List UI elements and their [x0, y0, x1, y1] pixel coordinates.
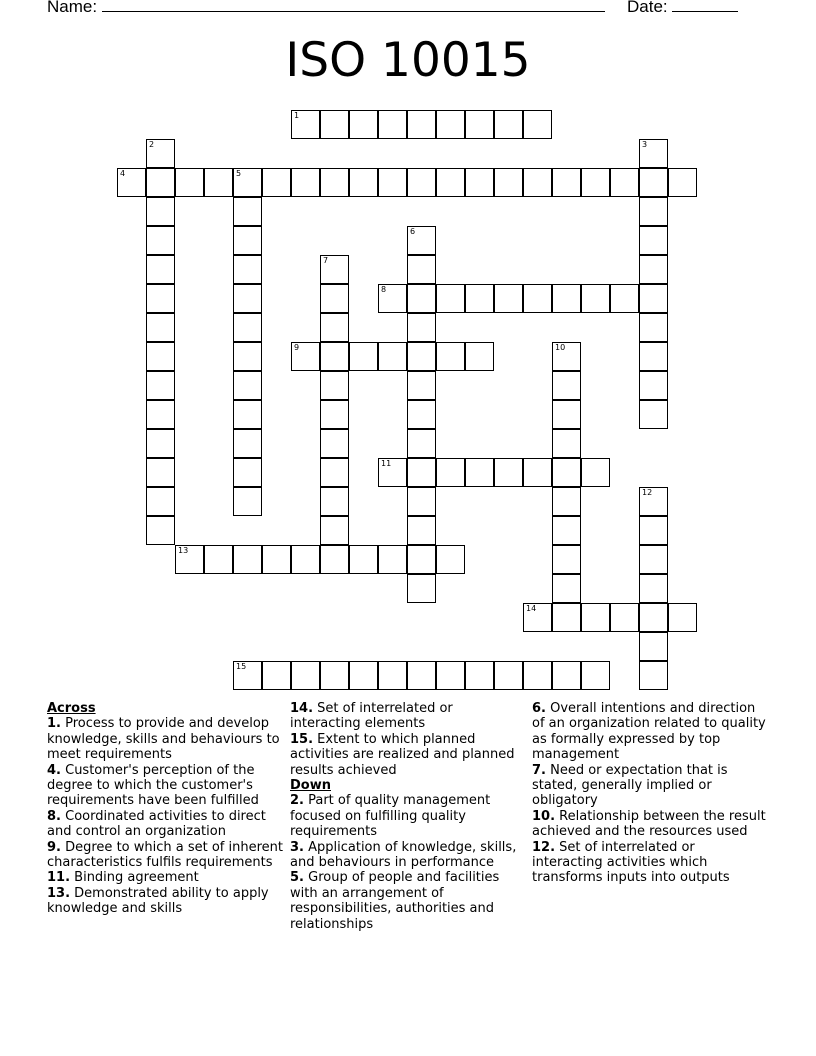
grid-cell[interactable] — [610, 603, 639, 632]
grid-cell[interactable] — [320, 429, 349, 458]
grid-cell[interactable] — [204, 168, 233, 197]
grid-cell[interactable] — [407, 371, 436, 400]
grid-cell[interactable] — [262, 661, 291, 690]
grid-cell[interactable] — [320, 110, 349, 139]
grid-cell[interactable] — [146, 139, 175, 168]
clue-number-label: 11. — [47, 870, 71, 886]
grid-cell[interactable] — [378, 284, 407, 313]
grid-cell[interactable] — [146, 197, 175, 226]
clue-number-label: 9. — [47, 839, 61, 855]
grid-cell[interactable] — [146, 371, 175, 400]
grid-cell[interactable] — [407, 487, 436, 516]
grid-cell[interactable] — [639, 545, 668, 574]
clue-number: 9 — [294, 343, 300, 352]
grid-cell[interactable] — [291, 110, 320, 139]
grid-cell[interactable] — [320, 255, 349, 284]
clue-number-label: 3. — [290, 839, 304, 855]
clue-number-label: 7. — [532, 762, 546, 778]
grid-cell[interactable] — [233, 168, 262, 197]
clue-number-label: 12. — [532, 839, 556, 855]
grid-cell[interactable] — [204, 545, 233, 574]
grid-cell[interactable] — [639, 400, 668, 429]
clue-number: 2 — [149, 140, 155, 149]
clue-text: Part of quality management focused on fulfilling quality requirements — [290, 793, 491, 840]
down-heading: Down — [290, 778, 331, 794]
grid-cell[interactable] — [320, 516, 349, 545]
grid-cell[interactable] — [233, 400, 262, 429]
grid-cell[interactable] — [523, 661, 552, 690]
grid-cell[interactable] — [146, 284, 175, 313]
grid-cell[interactable] — [581, 168, 610, 197]
grid-cell[interactable] — [639, 516, 668, 545]
grid-cell[interactable] — [291, 545, 320, 574]
across-clue-list — [47, 716, 283, 916]
grid-cell[interactable] — [378, 110, 407, 139]
clue-text: Relationship between the result achieved and the resources used — [532, 808, 766, 840]
grid-cell[interactable] — [320, 487, 349, 516]
grid-cell[interactable] — [465, 168, 494, 197]
clue-number: 3 — [642, 140, 648, 149]
grid-cell[interactable] — [233, 545, 262, 574]
grid-cell[interactable] — [407, 545, 436, 574]
clue-number: 6 — [410, 227, 416, 236]
grid-cell[interactable] — [320, 313, 349, 342]
clue-number: 11 — [381, 459, 392, 468]
grid-cell[interactable] — [552, 603, 581, 632]
grid-cell[interactable] — [233, 458, 262, 487]
grid-cell[interactable] — [552, 284, 581, 313]
clue-text: Need or expectation that is stated, generally implied or obligatory — [532, 762, 728, 809]
grid-cell[interactable] — [639, 226, 668, 255]
grid-cell[interactable] — [639, 632, 668, 661]
clues-column-3 — [532, 701, 768, 886]
clue-number: 15 — [236, 662, 247, 671]
clue-number: 10 — [555, 343, 566, 352]
grid-cell[interactable] — [523, 168, 552, 197]
grid-cell[interactable] — [668, 168, 697, 197]
clues-column-2 — [290, 701, 526, 932]
grid-cell[interactable] — [494, 284, 523, 313]
grid-cell[interactable] — [146, 168, 175, 197]
grid-cell[interactable] — [407, 255, 436, 284]
grid-cell[interactable] — [175, 545, 204, 574]
grid-cell[interactable] — [610, 284, 639, 313]
clue-number: 13 — [178, 546, 189, 555]
grid-cell[interactable] — [639, 342, 668, 371]
across-clue-list-continued — [290, 701, 526, 778]
clue-text: Binding agreement — [70, 870, 199, 886]
down-clue-list-continued — [532, 701, 768, 886]
grid-cell[interactable] — [639, 255, 668, 284]
clue — [290, 870, 526, 932]
clue-text: Demonstrated ability to apply knowledge and skills — [47, 885, 269, 917]
clue-text: Application of knowledge, skills, and behaviours in performance — [290, 839, 517, 871]
clue-number: 4 — [120, 169, 126, 178]
grid-cell[interactable] — [668, 603, 697, 632]
grid-cell[interactable] — [552, 574, 581, 603]
grid-cell[interactable] — [349, 110, 378, 139]
clue-number: 5 — [236, 169, 242, 178]
grid-cell[interactable] — [552, 545, 581, 574]
clue-number-label: 5. — [290, 870, 304, 886]
grid-cell[interactable] — [552, 458, 581, 487]
grid-cell[interactable] — [378, 661, 407, 690]
grid-cell[interactable] — [465, 661, 494, 690]
grid-cell[interactable] — [378, 168, 407, 197]
clue — [47, 840, 283, 871]
clue-text: Set of interrelated or interacting elements — [290, 701, 453, 732]
grid-cell[interactable] — [349, 661, 378, 690]
grid-cell[interactable] — [581, 458, 610, 487]
grid-cell[interactable] — [639, 168, 668, 197]
grid-cell[interactable] — [436, 458, 465, 487]
grid-cell[interactable] — [233, 342, 262, 371]
clue-number: 14 — [526, 604, 537, 613]
grid-cell[interactable] — [146, 400, 175, 429]
grid-cell[interactable] — [407, 400, 436, 429]
grid-cell[interactable] — [233, 197, 262, 226]
clue — [290, 840, 526, 871]
grid-cell[interactable] — [407, 458, 436, 487]
grid-cell[interactable] — [407, 168, 436, 197]
clues-column-1 — [47, 701, 283, 917]
grid-cell[interactable] — [146, 429, 175, 458]
clue-text: Extent to which planned activities are realized and planned results achieved — [290, 731, 515, 778]
grid-cell[interactable] — [552, 168, 581, 197]
clue-number-label: 15. — [290, 731, 314, 747]
grid-cell[interactable] — [378, 342, 407, 371]
grid-cell[interactable] — [436, 545, 465, 574]
grid-cell[interactable] — [291, 661, 320, 690]
date-label: Date: — [627, 0, 668, 16]
grid-cell[interactable] — [146, 458, 175, 487]
clue-text: Process to provide and develop knowledge, skills and behaviours to meet requirements — [47, 716, 280, 763]
clue — [290, 701, 526, 732]
grid-cell[interactable] — [320, 168, 349, 197]
grid-cell[interactable] — [233, 313, 262, 342]
grid-cell[interactable] — [407, 313, 436, 342]
grid-cell[interactable] — [552, 400, 581, 429]
grid-cell[interactable] — [233, 487, 262, 516]
clue-number: 12 — [642, 488, 653, 497]
grid-cell[interactable] — [146, 313, 175, 342]
grid-cell[interactable] — [436, 110, 465, 139]
clue — [532, 701, 768, 763]
grid-cell[interactable] — [581, 284, 610, 313]
grid-cell[interactable] — [146, 487, 175, 516]
grid-cell[interactable] — [407, 661, 436, 690]
clue-number-label: 14. — [290, 701, 314, 716]
name-label: Name: — [47, 0, 98, 16]
clue-number-label: 10. — [532, 808, 556, 824]
grid-cell[interactable] — [523, 284, 552, 313]
grid-cell[interactable] — [494, 110, 523, 139]
grid-cell[interactable] — [233, 255, 262, 284]
clue — [47, 763, 283, 809]
clue — [47, 809, 283, 840]
clue-number: 8 — [381, 285, 387, 294]
grid-cell[interactable] — [581, 603, 610, 632]
grid-cell[interactable] — [349, 168, 378, 197]
grid-cell[interactable] — [436, 284, 465, 313]
grid-cell[interactable] — [639, 197, 668, 226]
grid-cell[interactable] — [378, 458, 407, 487]
clue-number: 1 — [294, 111, 300, 120]
grid-cell[interactable] — [639, 661, 668, 690]
grid-cell[interactable] — [407, 226, 436, 255]
clue-text: Coordinated activities to direct and control an organization — [47, 808, 266, 840]
clue — [47, 886, 283, 917]
grid-cell[interactable] — [639, 487, 668, 516]
clue — [290, 732, 526, 778]
grid-cell[interactable] — [639, 313, 668, 342]
grid-cell[interactable] — [523, 110, 552, 139]
grid-cell[interactable] — [320, 342, 349, 371]
puzzle-title: ISO 10015 — [285, 33, 531, 88]
clue — [532, 763, 768, 809]
clue — [47, 870, 283, 885]
clue — [290, 793, 526, 839]
grid-cell[interactable] — [291, 342, 320, 371]
across-heading: Across — [47, 701, 96, 716]
grid-cell[interactable] — [639, 284, 668, 313]
grid-cell[interactable] — [233, 429, 262, 458]
grid-cell[interactable] — [552, 371, 581, 400]
grid-cell[interactable] — [407, 284, 436, 313]
grid-cell[interactable] — [262, 168, 291, 197]
clue — [47, 716, 283, 762]
grid-cell[interactable] — [639, 371, 668, 400]
clue-number-label: 6. — [532, 701, 546, 716]
grid-cell[interactable] — [407, 574, 436, 603]
grid-cell[interactable] — [320, 284, 349, 313]
clue-text: Degree to which a set of inherent characteristics fulfils requirements — [47, 839, 283, 871]
grid-cell[interactable] — [523, 458, 552, 487]
grid-cell[interactable] — [320, 371, 349, 400]
grid-cell[interactable] — [465, 284, 494, 313]
grid-cell[interactable] — [581, 661, 610, 690]
clue-number-label: 13. — [47, 885, 71, 901]
grid-cell[interactable] — [639, 574, 668, 603]
grid-cell[interactable] — [146, 342, 175, 371]
grid-cell[interactable] — [436, 342, 465, 371]
grid-cell[interactable] — [552, 342, 581, 371]
clue-text: Set of interrelated or interacting activities which transforms inputs into outputs — [532, 839, 730, 886]
grid-cell[interactable] — [465, 458, 494, 487]
grid-cell[interactable] — [320, 400, 349, 429]
grid-cell[interactable] — [465, 110, 494, 139]
grid-cell[interactable] — [233, 226, 262, 255]
clue-text: Group of people and facilities with an arrangement of responsibilities, authorities and relationships — [290, 870, 500, 932]
grid-cell[interactable] — [407, 429, 436, 458]
clue — [532, 809, 768, 840]
grid-cell[interactable] — [407, 342, 436, 371]
down-clue-list — [290, 793, 526, 932]
grid-cell[interactable] — [494, 458, 523, 487]
grid-cell[interactable] — [378, 545, 407, 574]
grid-cell[interactable] — [494, 168, 523, 197]
clue-number-label: 2. — [290, 793, 304, 809]
grid-cell[interactable] — [552, 516, 581, 545]
clue-number-label: 4. — [47, 762, 61, 778]
clue-number-label: 8. — [47, 808, 61, 824]
clue-text: Customer's perception of the degree to which the customer's requirements have been fulfilled — [47, 762, 259, 809]
grid-cell[interactable] — [552, 429, 581, 458]
grid-cell[interactable] — [146, 516, 175, 545]
grid-cell[interactable] — [320, 458, 349, 487]
grid-cell[interactable] — [233, 661, 262, 690]
grid-cell[interactable] — [146, 255, 175, 284]
grid-cell[interactable] — [610, 168, 639, 197]
grid-cell[interactable] — [552, 487, 581, 516]
grid-cell[interactable] — [436, 168, 465, 197]
grid-cell[interactable] — [320, 661, 349, 690]
grid-cell[interactable] — [465, 342, 494, 371]
clue-number: 7 — [323, 256, 329, 265]
grid-cell[interactable] — [262, 545, 291, 574]
grid-cell[interactable] — [175, 168, 204, 197]
clue-number-label: 1. — [47, 716, 61, 732]
grid-cell[interactable] — [494, 661, 523, 690]
grid-cell[interactable] — [639, 603, 668, 632]
grid-cell[interactable] — [552, 661, 581, 690]
grid-cell[interactable] — [349, 342, 378, 371]
grid-cell[interactable] — [291, 168, 320, 197]
clue — [532, 840, 768, 886]
grid-cell[interactable] — [523, 603, 552, 632]
grid-cell[interactable] — [320, 545, 349, 574]
grid-cell[interactable] — [117, 168, 146, 197]
grid-cell[interactable] — [407, 516, 436, 545]
grid-cell[interactable] — [639, 139, 668, 168]
grid-cell[interactable] — [349, 545, 378, 574]
grid-cell[interactable] — [146, 226, 175, 255]
grid-cell[interactable] — [436, 661, 465, 690]
grid-cell[interactable] — [233, 371, 262, 400]
clue-text: Overall intentions and direction of an organization related to quality as formally expressed by top management — [532, 701, 766, 763]
grid-cell[interactable] — [407, 110, 436, 139]
grid-cell[interactable] — [233, 284, 262, 313]
